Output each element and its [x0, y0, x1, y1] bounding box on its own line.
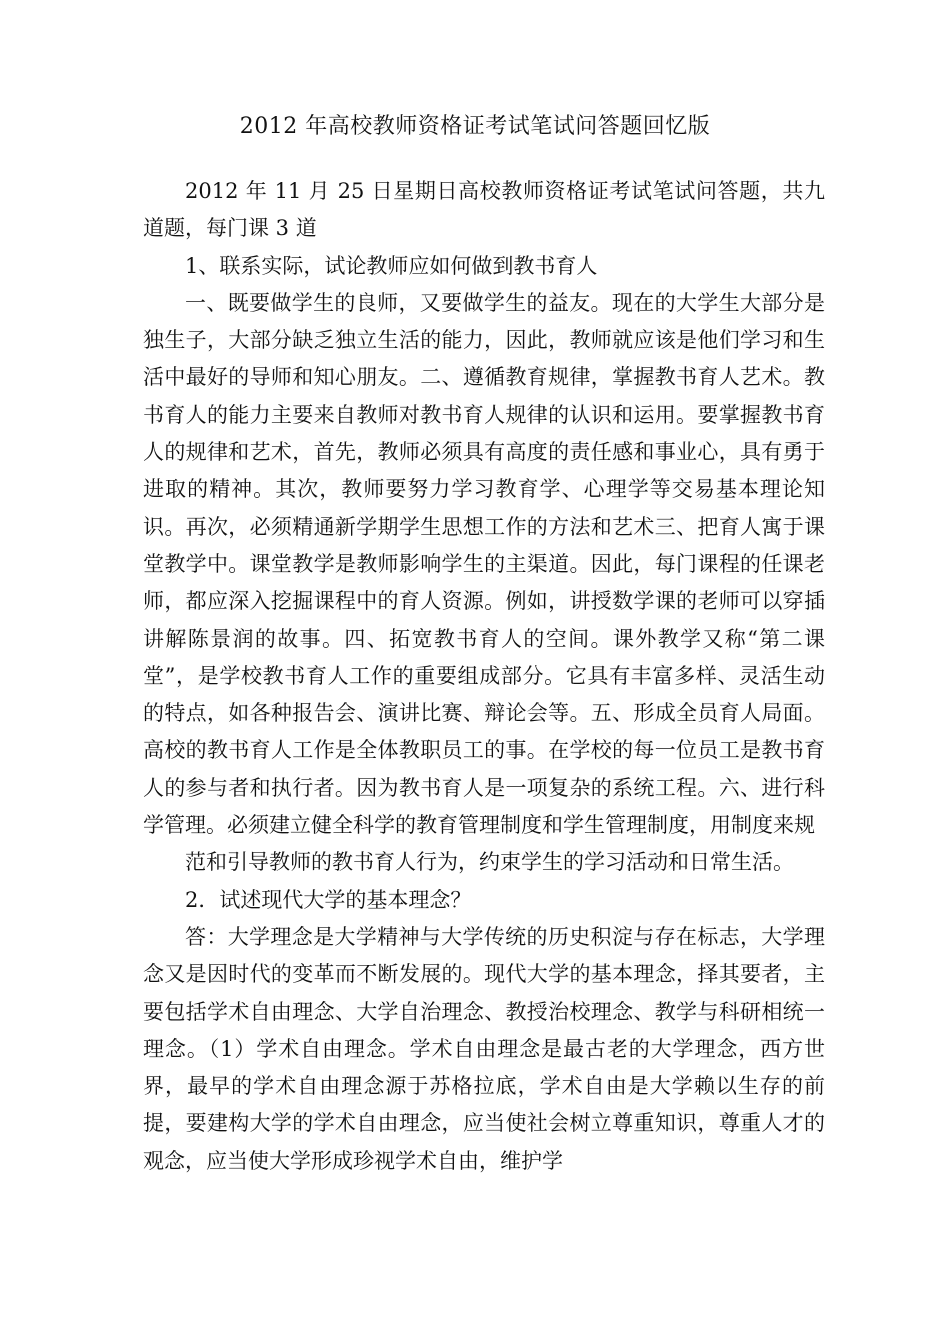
answer-1-continuation: 范和引导教师的教书育人行为，约束学生的学习活动和日常生活。 [185, 850, 794, 875]
document-title: 2012 年高校教师资格证考试笔试问答题回忆版 [239, 114, 711, 139]
question-2-heading: 2．试述现代大学的基本理念？ [185, 887, 472, 912]
answer-2-paragraph: 答：大学理念是大学精神与大学传统的历史积淀与存在标志，大学理念又是因时代的变革而不断发展的。现代大学的基本理念，择其要者，主要包括学术自由理念、大学自治理念、教授治校理念、教学与科研相统一理念。（1）学术自由理念。学术自由理念是最古老的大学理念，西方世界，最早的学术自由理念源于苏格拉底，学术自由是大学赖以生存的前提，要建构大学的学术自由理念，应当使社会树立尊重知识，尊重人才的观念，应当使大学形成珍视学术自由，维护学 [143, 924, 825, 1173]
answer-1-paragraph: 一、既要做学生的良师，又要做学生的益友。现在的大学生大部分是独生子，大部分缺乏独立生活的能力，因此，教师就应该是他们学习和生活中最好的导师和知心朋友。二、遵循教育规律，掌握教书育人艺术。教书育人的能力主要来自教师对教书育人规律的认识和运用。要掌握教书育人的规律和艺术，首先，教师必须具有高度的责任感和事业心，具有勇于进取的精神。其次，教师要努力学习教育学、心理学等交易基本理论知识。再次，必须精通新学期学生思想工作的方法和艺术三、把育人寓于课堂教学中。课堂教学是教师影响学生的主渠道。因此，每门课程的任课老师，都应深入挖掘课程中的育人资源。例如，讲授数学课的老师可以穿插讲解陈景润的故事。四、拓宽教书育人的空间。课外教学又称“第二课堂”，是学校教书育人工作的重要组成部分。它具有丰富多样、灵活生动的特点，如各种报告会、演讲比赛、辩论会等。五、形成全员育人局面。高校的教书育人工作是全体教职员工的事。在学校的每一位员工是教书育人的参与者和执行者。因为教书育人是一项复杂的系统工程。六、进行科学管理。必须建立健全科学的教育管理制度和学生管理制度，用制度来规 [143, 290, 825, 838]
question-1-heading: 1、联系实际，试论教师应如何做到教书育人 [185, 253, 598, 278]
document-body [143, 173, 825, 1180]
intro-paragraph: 2012 年 11 月 25 日星期日高校教师资格证考试笔试问答题，共九道题，每门课 3 道 [143, 179, 825, 241]
